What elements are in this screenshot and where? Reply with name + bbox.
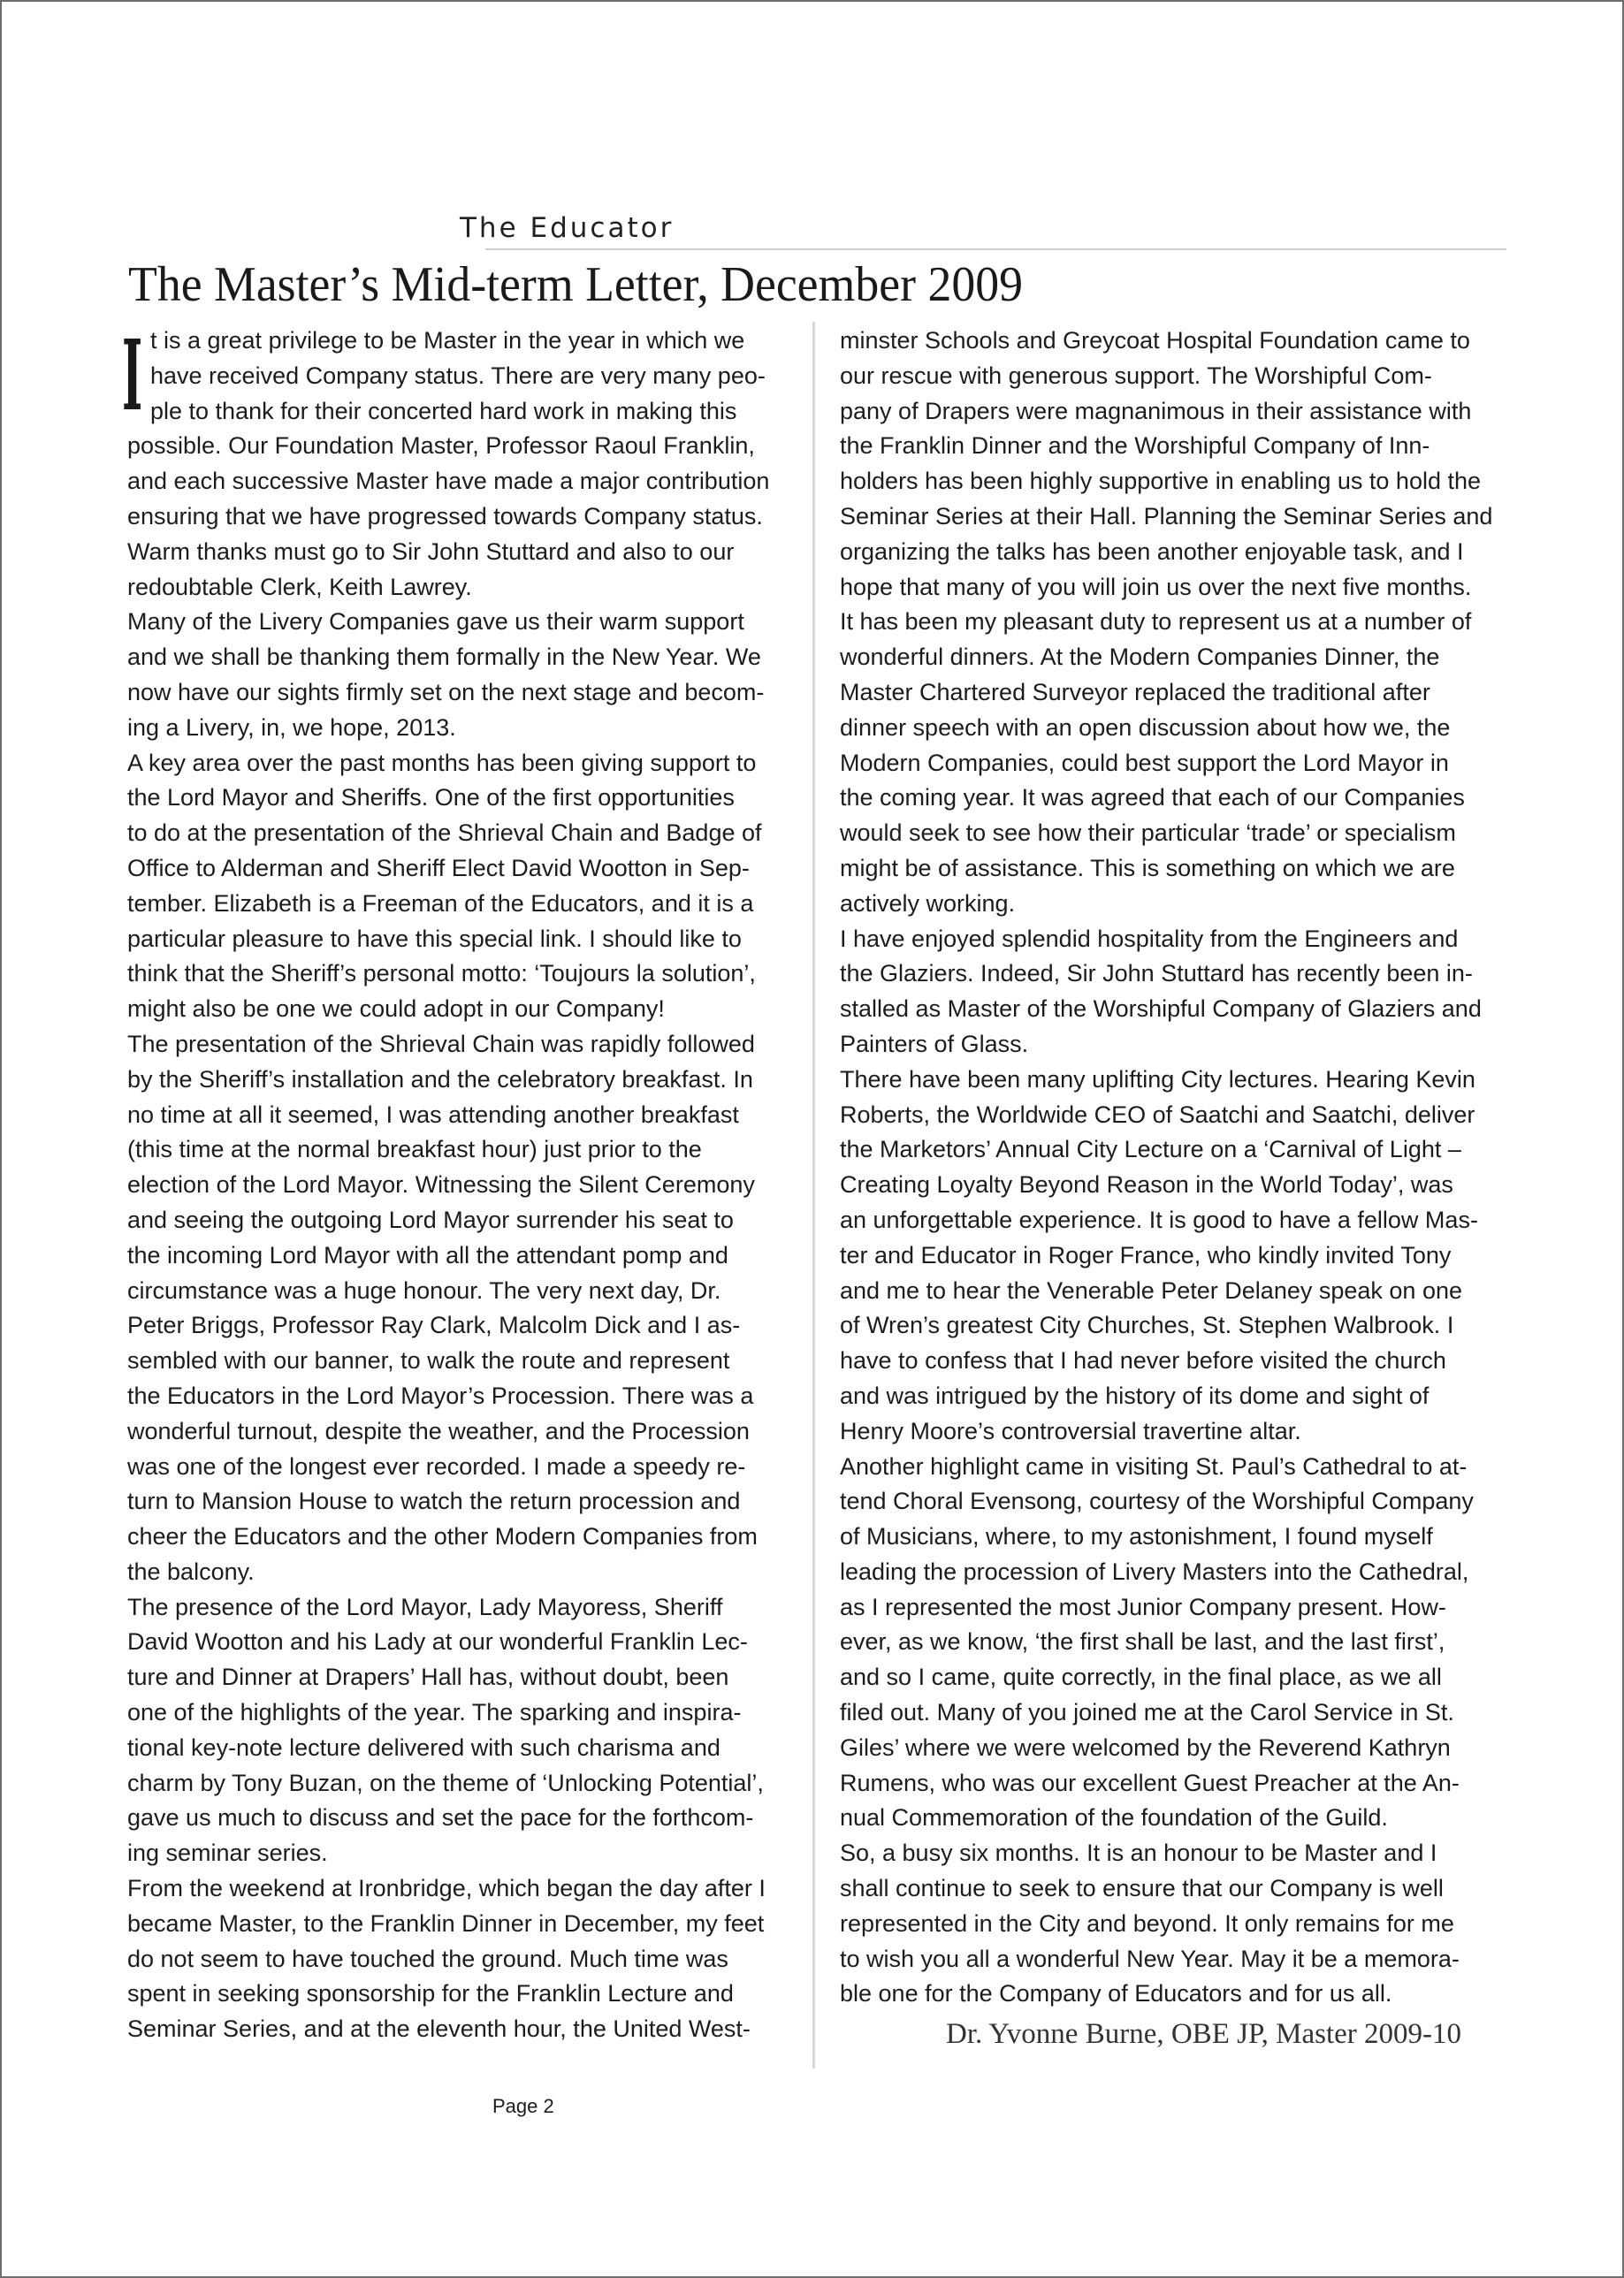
signature: Dr. Yvonne Burne, OBE JP, Master 2009-10 — [946, 2018, 1462, 2050]
text-line: the balcony. — [127, 1558, 255, 1585]
text-line: It has been my pleasant duty to represent us at a number of — [840, 608, 1472, 636]
text-line: the Lord Mayor and Sheriffs. One of the first opportunities — [127, 784, 735, 811]
text-line: tional key-note lecture delivered with such charisma and — [127, 1733, 721, 1761]
text-line: A key area over the past months has been giving support to — [127, 749, 757, 776]
paragraph — [127, 1027, 782, 1590]
text-line: election of the Lord Mayor. Witnessing the Silent Ceremony — [127, 1171, 755, 1199]
paragraph — [127, 746, 782, 1027]
text-line: tember. Elizabeth is a Freeman of the Educators, and it is a — [127, 889, 754, 917]
text-line: cheer the Educators and the other Modern Companies from — [127, 1523, 758, 1550]
text-line: ing a Livery, in, we hope, 2013. — [127, 713, 456, 741]
article-title: The Master’s Mid-term Letter, December 2009 — [128, 257, 1023, 312]
text-line: and me to hear the Venerable Peter Delaney speak on one — [840, 1276, 1462, 1304]
text-line: might also be one we could adopt in our Company! — [127, 995, 665, 1023]
text-line: do not seem to have touched the ground. Much time was — [127, 1945, 728, 1972]
text-line: So, a busy six months. It is an honour to be Master and I — [840, 1840, 1437, 1867]
text-line: the Glaziers. Indeed, Sir John Stuttard has recently been in- — [840, 960, 1473, 987]
text-line: Rumens, who was our excellent Guest Preacher at the An- — [840, 1769, 1460, 1796]
text-line: shall continue to seek to ensure that our Company is well — [840, 1875, 1444, 1902]
paragraph — [127, 324, 782, 605]
text-line: Painters of Glass. — [840, 1030, 1029, 1057]
text-line: think that the Sheriff’s personal motto: ‘Toujours la solution’, — [127, 960, 756, 987]
text-line: Seminar Series, and at the eleventh hour, the United West- — [127, 2015, 751, 2043]
text-line: I have enjoyed splendid hospitality from the Engineers and — [840, 925, 1459, 952]
text-line: have to confess that I had never before visited the church — [840, 1347, 1446, 1375]
right-column-body — [840, 324, 1512, 2012]
text-line: minster Schools and Greycoat Hospital Foundation came to — [840, 327, 1470, 354]
text-line: represented in the City and beyond. It only remains for me — [840, 1909, 1454, 1937]
text-line: as I represented the most Junior Company present. How- — [840, 1593, 1446, 1620]
text-line: ple to thank for their concerted hard work in making this — [150, 397, 737, 424]
text-line: have received Company status. There are very many peo- — [150, 362, 766, 389]
paragraph — [127, 1590, 782, 1871]
text-line: circumstance was a huge honour. The very next day, Dr. — [127, 1276, 721, 1304]
text-line: ing seminar series. — [127, 1840, 328, 1867]
text-line: ture and Dinner at Drapers’ Hall has, without doubt, been — [127, 1664, 729, 1691]
paragraph — [840, 605, 1512, 921]
right-column — [840, 324, 1512, 2012]
text-line: (this time at the normal breakfast hour) just prior to the — [127, 1136, 702, 1163]
text-line: tend Choral Evensong, courtesy of the Worshipful Company — [840, 1488, 1474, 1515]
text-line: became Master, to the Franklin Dinner in December, my feet — [127, 1909, 765, 1937]
text-line: organizing the talks has been another enjoyable task, and I — [840, 537, 1464, 565]
text-line: Office to Alderman and Sheriff Elect David Wootton in Sep- — [127, 854, 750, 881]
drop-cap: I — [122, 318, 143, 432]
text-line: our rescue with generous support. The Worshipful Com- — [840, 362, 1432, 389]
text-line: the incoming Lord Mayor with all the attendant pomp and — [127, 1241, 728, 1269]
text-line: Many of the Livery Companies gave us their warm support — [127, 608, 744, 636]
left-column — [122, 318, 782, 2047]
text-line: Henry Moore’s controversial travertine altar. — [840, 1417, 1301, 1444]
text-line: and each successive Master have made a major contribution — [127, 468, 770, 495]
text-line: holders has been highly supportive in enabling us to hold the — [840, 468, 1482, 495]
text-line: Another highlight came in visiting St. Paul’s Cathedral to at- — [840, 1452, 1468, 1480]
text-line: Warm thanks must go to Sir John Stuttard and also to our — [127, 537, 735, 565]
text-line: and seeing the outgoing Lord Mayor surrender his seat to — [127, 1206, 734, 1233]
text-line: t is a great privilege to be Master in the year in which we — [150, 327, 745, 354]
text-line: ter and Educator in Roger France, who kindly invited Tony — [840, 1241, 1452, 1269]
text-line: and so I came, quite correctly, in the final place, as we all — [840, 1664, 1442, 1691]
text-line: spent in seeking sponsorship for the Franklin Lecture and — [127, 1980, 734, 2008]
text-line: of Wren’s greatest City Churches, St. Stephen Walbrook. I — [840, 1312, 1454, 1339]
text-line: Peter Briggs, Professor Ray Clark, Malcolm Dick and I as- — [127, 1312, 741, 1339]
text-line: was one of the longest ever recorded. I made a speedy re- — [127, 1452, 746, 1480]
paragraph — [840, 1836, 1512, 2012]
text-line: and we shall be thanking them formally in the New Year. We — [127, 644, 761, 671]
text-line: charm by Tony Buzan, on the theme of ‘Unlocking Potential’, — [127, 1769, 764, 1796]
text-line: to do at the presentation of the Shrieval Chain and Badge of — [127, 819, 762, 847]
text-line: wonderful dinners. At the Modern Companies Dinner, the — [840, 644, 1440, 671]
text-line: wonderful turnout, despite the weather, and the Procession — [127, 1417, 750, 1444]
text-line: the coming year. It was agreed that each of our Companies — [840, 784, 1465, 811]
text-line: nual Commemoration of the foundation of the Guild. — [840, 1804, 1388, 1832]
text-line: pany of Drapers were magnanimous in their assistance with — [840, 397, 1472, 424]
paragraph — [840, 1063, 1512, 1450]
text-line: From the weekend at Ironbridge, which began the day after I — [127, 1875, 766, 1902]
paragraph — [840, 922, 1512, 1063]
text-line: The presence of the Lord Mayor, Lady Mayoress, Sheriff — [127, 1593, 723, 1620]
text-line: the Franklin Dinner and the Worshipful Company of Inn- — [840, 432, 1430, 460]
text-line: There have been many uplifting City lectures. Hearing Kevin — [840, 1065, 1475, 1093]
column-divider — [812, 322, 815, 2068]
paragraph — [840, 1450, 1512, 1837]
text-line: the Marketors’ Annual City Lecture on a ‘Carnival of Light – — [840, 1136, 1461, 1163]
text-line: redoubtable Clerk, Keith Lawrey. — [127, 573, 472, 600]
text-line: an unforgettable experience. It is good to have a fellow Mas- — [840, 1206, 1478, 1233]
text-line: ensuring that we have progressed towards Company status. — [127, 502, 763, 530]
text-line: of Musicians, where, to my astonishment, I found myself — [840, 1523, 1433, 1550]
left-column-body — [127, 324, 782, 2047]
text-line: the Educators in the Lord Mayor’s Procession. There was a — [127, 1382, 754, 1409]
masthead: The Educator — [460, 212, 675, 244]
paragraph — [127, 605, 782, 745]
text-line: Seminar Series at their Hall. Planning the Seminar Series and — [840, 502, 1493, 530]
paragraph — [127, 1871, 782, 2047]
text-line: leading the procession of Livery Masters into the Cathedral, — [840, 1558, 1469, 1585]
text-line: particular pleasure to have this special link. I should like to — [127, 925, 742, 952]
text-line: one of the highlights of the year. The sparking and inspira- — [127, 1699, 742, 1726]
text-line: ever, as we know, ‘the first shall be last, and the last first’, — [840, 1628, 1445, 1656]
text-line: ble one for the Company of Educators and for us all. — [840, 1980, 1392, 2008]
page-number: Page 2 — [492, 2095, 554, 2117]
text-line: gave us much to discuss and set the pace for the forthcom- — [127, 1804, 754, 1832]
text-line: and was intrigued by the history of its dome and sight of — [840, 1382, 1430, 1409]
text-line: Giles’ where we were welcomed by the Reverend Kathryn — [840, 1733, 1451, 1761]
paragraph — [840, 324, 1512, 605]
text-line: sembled with our banner, to walk the route and represent — [127, 1347, 730, 1375]
text-line: filed out. Many of you joined me at the Carol Service in St. — [840, 1699, 1454, 1726]
text-line: dinner speech with an open discussion about how we, the — [840, 713, 1451, 741]
text-line: possible. Our Foundation Master, Professor Raoul Franklin, — [127, 432, 755, 460]
text-line: actively working. — [840, 889, 1016, 917]
text-line: Creating Loyalty Beyond Reason in the World Today’, was — [840, 1171, 1453, 1199]
text-line: stalled as Master of the Worshipful Company of Glaziers and — [840, 995, 1482, 1023]
text-line: Roberts, the Worldwide CEO of Saatchi and Saatchi, deliver — [840, 1101, 1475, 1128]
masthead-rule — [485, 248, 1506, 250]
text-line: The presentation of the Shrieval Chain was rapidly followed — [127, 1030, 755, 1057]
text-line: now have our sights firmly set on the next stage and becom- — [127, 678, 765, 705]
text-line: hope that many of you will join us over the next five months. — [840, 573, 1472, 600]
text-line: might be of assistance. This is something on which we are — [840, 854, 1455, 881]
text-line: Master Chartered Surveyor replaced the traditional after — [840, 678, 1430, 705]
text-line: David Wootton and his Lady at our wonderful Franklin Lec- — [127, 1628, 748, 1656]
text-line: by the Sheriff’s installation and the celebratory breakfast. In — [127, 1065, 753, 1093]
text-line: to wish you all a wonderful New Year. May it be a memora- — [840, 1945, 1460, 1972]
text-line: no time at all it seemed, I was attending another breakfast — [127, 1101, 739, 1128]
text-line: would seek to see how their particular ‘trade’ or specialism — [840, 819, 1456, 847]
text-line: turn to Mansion House to watch the return procession and — [127, 1488, 741, 1515]
text-line: Modern Companies, could best support the Lord Mayor in — [840, 749, 1449, 776]
